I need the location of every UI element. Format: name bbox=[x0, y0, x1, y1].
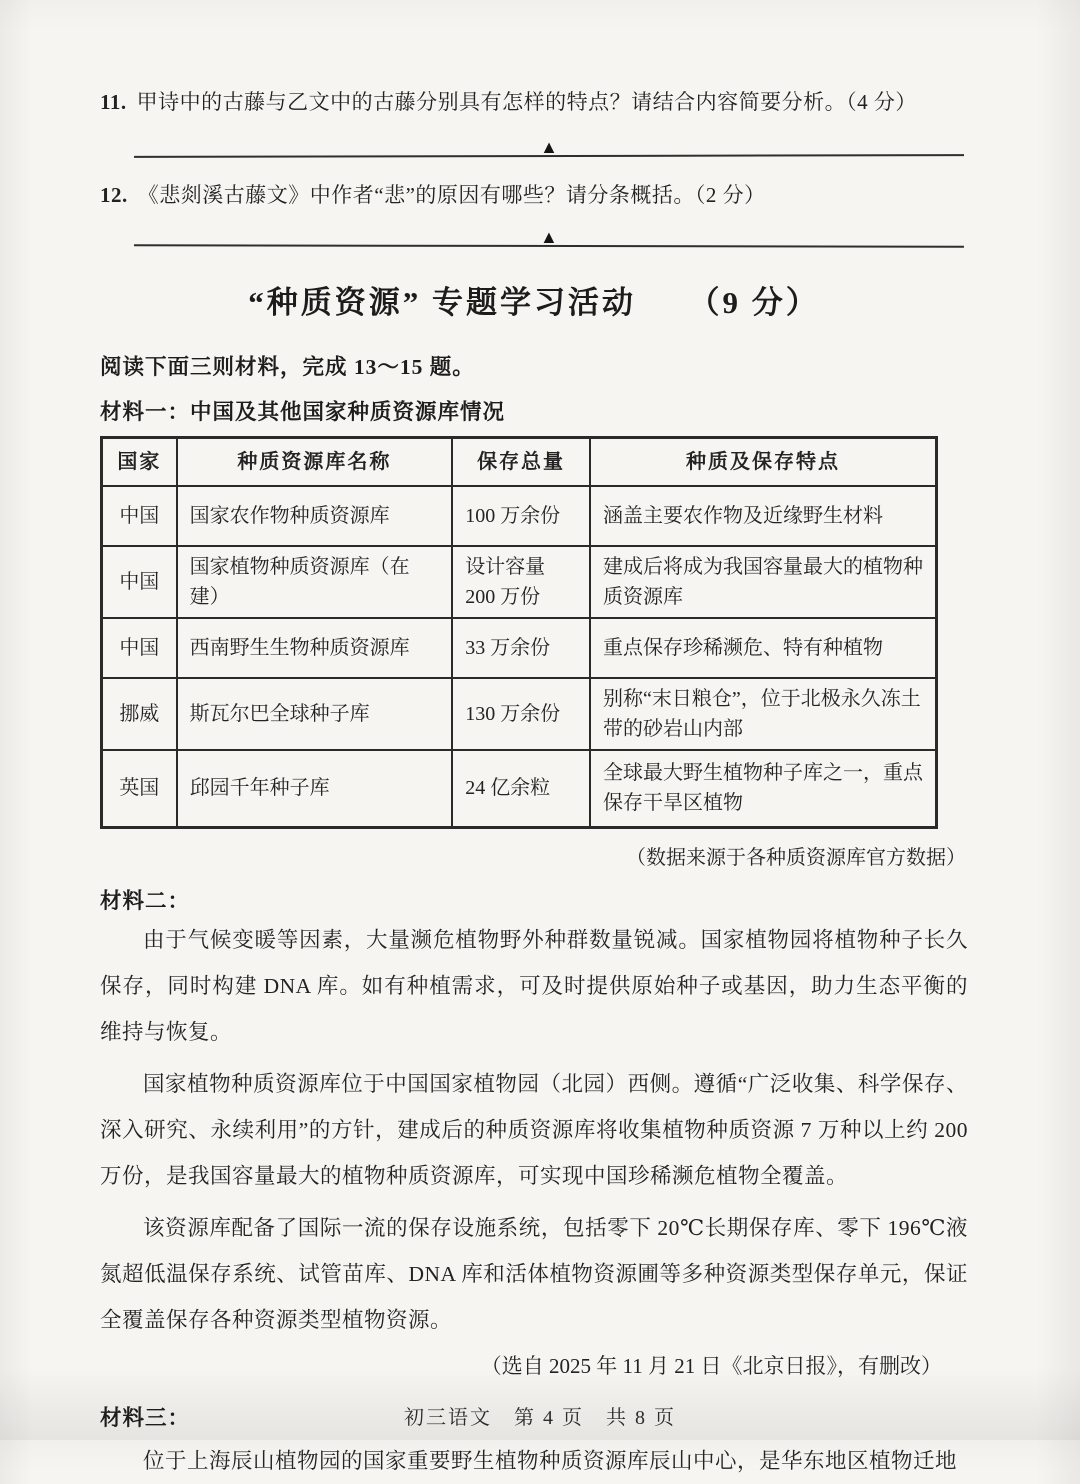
cell-total: 100 万余份 bbox=[452, 486, 590, 546]
cell-features: 别称“末日粮仓”，位于北极永久冻土带的砂岩山内部 bbox=[590, 678, 937, 750]
question-11 bbox=[100, 86, 968, 119]
material3-label: 材料三： bbox=[100, 1406, 191, 1431]
cell-bank-name: 斯瓦尔巴全球种子库 bbox=[177, 678, 453, 750]
question-12-number: 12. bbox=[100, 182, 128, 207]
answer-line-q12 bbox=[134, 214, 964, 247]
section-title: “种质资源” 专题学习活动 （9 分） bbox=[248, 285, 820, 321]
answer-marker-triangle-icon: ▲ bbox=[540, 136, 558, 157]
cell-country: 中国 bbox=[102, 618, 177, 678]
cell-country: 英国 bbox=[102, 750, 177, 828]
material2-source-citation: （选自 2025 年 11 月 21 日《北京日报》，有删改） bbox=[480, 1354, 942, 1379]
table-row bbox=[102, 618, 937, 678]
material3-paragraph-1: 位于上海辰山植物园的国家重要野生植物种质资源库辰山中心，是华东地区植物迁地 bbox=[143, 1449, 958, 1474]
table-header-country: 国家 bbox=[102, 438, 177, 486]
cell-features: 全球最大野生植物种子库之一，重点保存干旱区植物 bbox=[590, 750, 937, 828]
cell-features: 重点保存珍稀濒危、特有种植物 bbox=[590, 618, 937, 678]
material2-paragraph-2: 国家植物种质资源库位于中国国家植物园（北园）西侧。遵循“广泛收集、科学保存、深入研究、永续利用”的方针，建成后的种质资源库将收集植物种质资源 7 万种以上约 200 万份，是我国容量最大的植物种质资源库，可实现中国珍稀濒危植物全覆盖。 bbox=[100, 1072, 968, 1189]
cell-features: 建成后将成为我国容量最大的植物种质资源库 bbox=[590, 546, 937, 618]
cell-total: 33 万余份 bbox=[452, 618, 590, 678]
cell-country: 中国 bbox=[102, 546, 177, 618]
answer-marker-triangle-icon: ▲ bbox=[540, 226, 558, 247]
cell-total: 130 万余份 bbox=[452, 678, 590, 750]
question-11-text: 甲诗中的古藤与乙文中的古藤分别具有怎样的特点？请结合内容简要分析。（4 分） bbox=[136, 90, 917, 114]
answer-line-q11 bbox=[134, 124, 964, 158]
material2-label: 材料二： bbox=[100, 889, 191, 914]
cell-features: 涵盖主要农作物及近缘野生材料 bbox=[590, 486, 937, 546]
cell-bank-name: 国家农作物种质资源库 bbox=[177, 486, 453, 546]
section-intro: 阅读下面三则材料，完成 13～15 题。 bbox=[100, 355, 475, 380]
cell-bank-name: 国家植物种质资源库（在建） bbox=[177, 546, 453, 618]
cell-bank-name: 邱园千年种子库 bbox=[177, 750, 453, 828]
page-footer: 初三语文 第 4 页 共 8 页 bbox=[404, 1407, 676, 1429]
table-data-source-caption: （数据来源于各种质资源库官方数据） bbox=[626, 847, 966, 870]
germplasm-bank-table bbox=[100, 436, 938, 829]
cell-total: 设计容量 200 万份 bbox=[452, 546, 590, 618]
table-header-bank-name: 种质资源库名称 bbox=[177, 438, 453, 486]
cell-country: 中国 bbox=[102, 486, 177, 546]
material2-paragraph-1: 由于气候变暖等因素，大量濒危植物野外种群数量锐减。国家植物园将植物种子长久保存，同时构建 DNA 库。如有种植需求，可及时提供原始种子或基因，助力生态平衡的维持与恢复。 bbox=[100, 928, 968, 1045]
question-12-text: 《悲剡溪古藤文》中作者“悲”的原因有哪些？请分条概括。（2 分） bbox=[137, 182, 766, 207]
table-row bbox=[102, 546, 937, 618]
cell-total: 24 亿余粒 bbox=[452, 750, 590, 828]
table-header-features: 种质及保存特点 bbox=[590, 438, 937, 486]
table-row bbox=[102, 678, 937, 750]
table-header-total: 保存总量 bbox=[452, 438, 590, 486]
table-row bbox=[102, 486, 937, 546]
cell-country: 挪威 bbox=[102, 678, 177, 750]
cell-bank-name: 西南野生生物种质资源库 bbox=[177, 618, 453, 678]
material2-paragraph-3: 该资源库配备了国际一流的保存设施系统，包括零下 20℃长期保存库、零下 196℃液氮超低温保存系统、试管苗库、DNA 库和活体植物资源圃等多种资源类型保存单元，保证全覆盖保存各种资源类型植物资源。 bbox=[100, 1216, 968, 1333]
material1-label: 材料一：中国及其他国家种质资源库情况 bbox=[100, 400, 506, 425]
question-12 bbox=[100, 179, 968, 212]
question-11-number: 11. bbox=[100, 90, 127, 114]
table-row bbox=[102, 750, 937, 828]
table-header-row bbox=[102, 438, 937, 486]
